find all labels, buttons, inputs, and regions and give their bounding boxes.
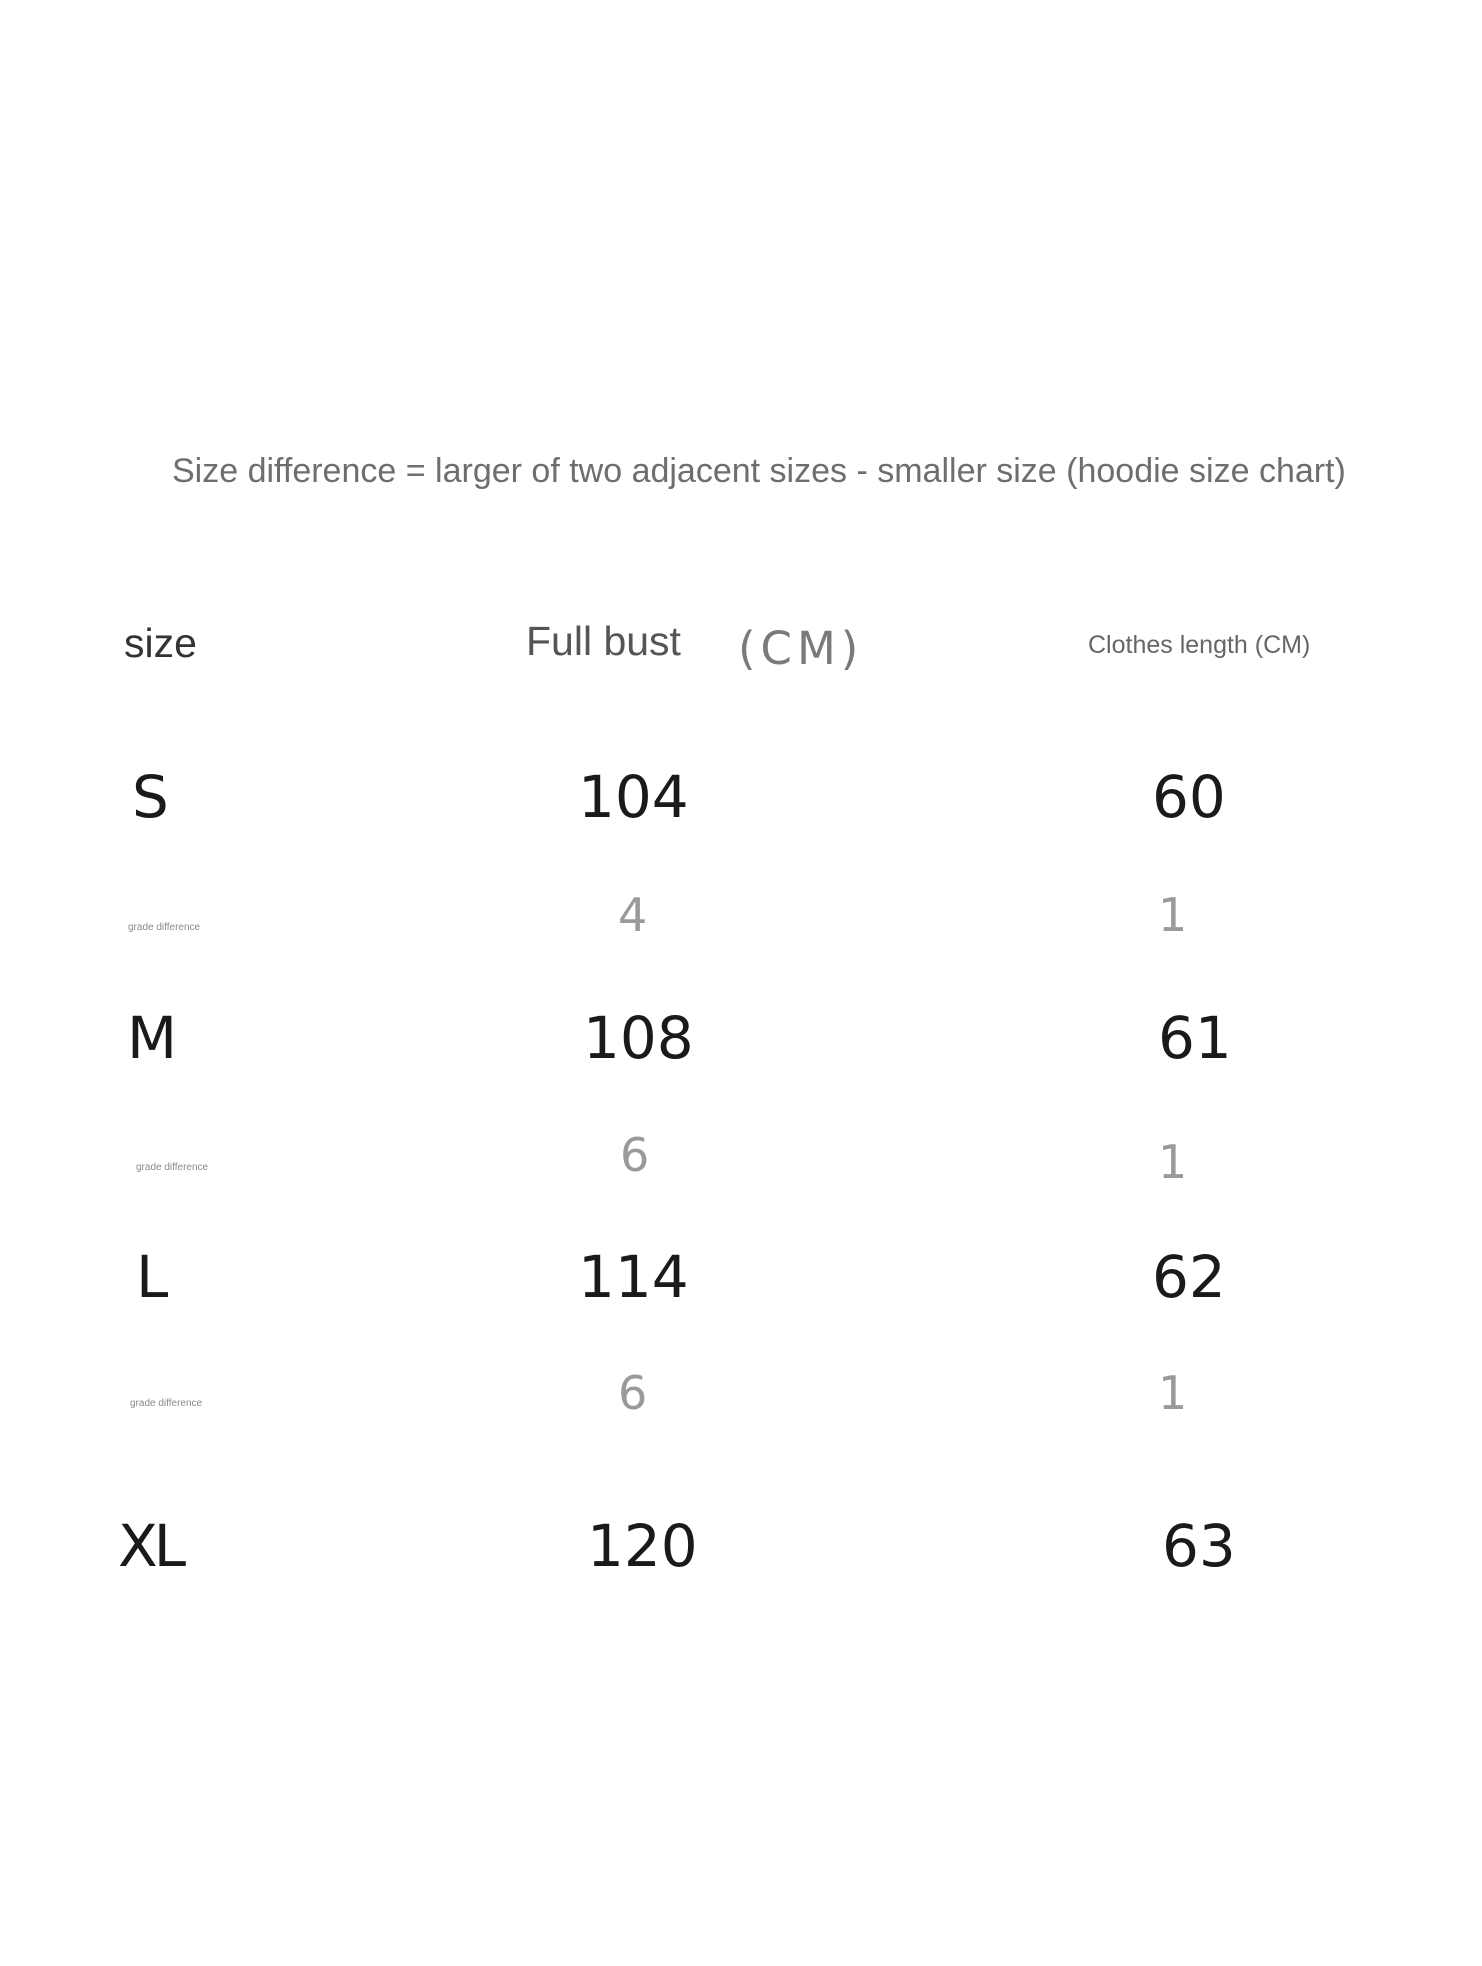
length-value-m: 61: [1158, 1004, 1232, 1072]
header-full-bust: Full bust: [526, 618, 681, 664]
grade-difference-label: grade difference: [136, 1162, 209, 1173]
bust-value-m: 108: [583, 1004, 694, 1072]
bust-difference-2: 6: [620, 1128, 650, 1182]
length-value-l: 62: [1152, 1243, 1226, 1311]
bust-value-xl: 120: [587, 1512, 698, 1580]
chart-title: Size difference = larger of two adjacent sizes - smaller size (hoodie size chart): [172, 452, 1346, 490]
grade-difference-label: grade difference: [128, 922, 201, 933]
bust-difference-1: 4: [618, 888, 648, 942]
bust-value-s: 104: [578, 763, 689, 831]
length-difference-1: 1: [1158, 888, 1188, 942]
length-difference-2: 1: [1158, 1135, 1188, 1189]
grade-difference-label: grade difference: [130, 1398, 203, 1409]
size-label-xl: XL: [118, 1512, 183, 1580]
bust-value-l: 114: [578, 1243, 689, 1311]
bust-difference-3: 6: [618, 1366, 648, 1420]
header-size: size: [124, 620, 197, 666]
size-label-m: M: [127, 1004, 178, 1072]
length-value-s: 60: [1152, 763, 1226, 831]
length-value-xl: 63: [1162, 1512, 1236, 1580]
size-label-l: L: [136, 1243, 169, 1311]
size-label-s: S: [132, 763, 169, 831]
header-full-bust-unit: (CM): [738, 622, 864, 675]
header-clothes-length: Clothes length (CM): [1088, 631, 1311, 659]
length-difference-3: 1: [1158, 1366, 1188, 1420]
